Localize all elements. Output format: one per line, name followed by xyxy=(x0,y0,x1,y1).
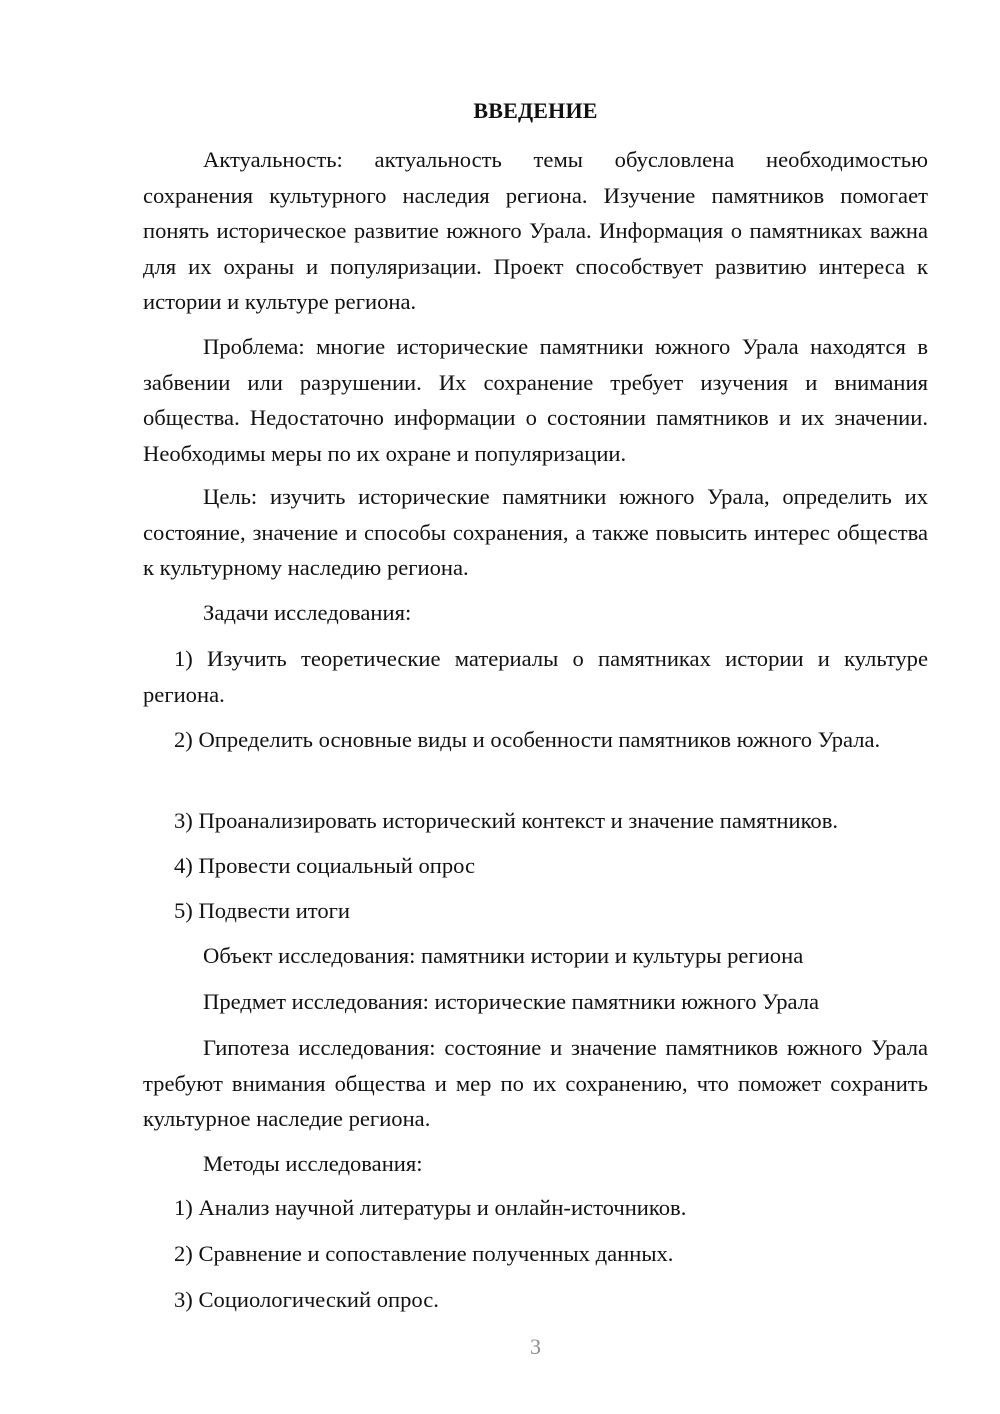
task-item-4: 4) Провести социальный опрос xyxy=(174,853,476,878)
subject-paragraph: Предмет исследования: исторические памятники южного Урала xyxy=(203,989,820,1014)
task-item-1: 1) Изучить теоретические материалы о памятниках истории и культуре региона. xyxy=(143,646,928,707)
tasks-heading: Задачи исследования: xyxy=(203,600,412,625)
task-item-5: 5) Подвести итоги xyxy=(174,898,351,923)
object-paragraph: Объект исследования: памятники истории и культуры региона xyxy=(203,943,804,968)
method-item-1: 1) Анализ научной литературы и онлайн-источников. xyxy=(174,1195,687,1220)
document-page xyxy=(143,0,928,1414)
goal-paragraph: Цель: изучить исторические памятники южного Урала, определить их состояние, значение и способы сохранения, а также повысить интерес общества к культурному наследию региона. xyxy=(143,484,928,580)
relevance-paragraph: Актуальность: актуальность темы обусловлена необходимостью сохранения культурного наследия региона. Изучение памятников помогает понять историческое развитие южного Урала. Информация о памятниках важна для их охраны и популяризации. Проект способствует развитию интереса к истории и культуре региона. xyxy=(143,147,928,314)
problem-paragraph: Проблема: многие исторические памятники южного Урала находятся в забвении или разрушении. Их сохранение требует изучения и внимания общества. Недостаточно информации о состоянии памятников и их значении. Необходимы меры по их охране и популяризации. xyxy=(143,334,928,466)
task-item-2: 2) Определить основные виды и особенности памятников южного Урала. xyxy=(174,727,881,752)
hypothesis-paragraph: Гипотеза исследования: состояние и значение памятников южного Урала требуют внимания общества и мер по их сохранению, что поможет сохранить культурное наследие региона. xyxy=(143,1035,928,1131)
method-item-2: 2) Сравнение и сопоставление полученных данных. xyxy=(174,1241,674,1266)
task-item-3: 3) Проанализировать исторический контекст и значение памятников. xyxy=(174,808,839,833)
method-item-3: 3) Социологический опрос. xyxy=(174,1287,439,1312)
page-number: 3 xyxy=(530,1334,541,1359)
methods-heading: Методы исследования: xyxy=(203,1151,423,1176)
page-title: ВВЕДЕНИЕ xyxy=(473,98,598,123)
